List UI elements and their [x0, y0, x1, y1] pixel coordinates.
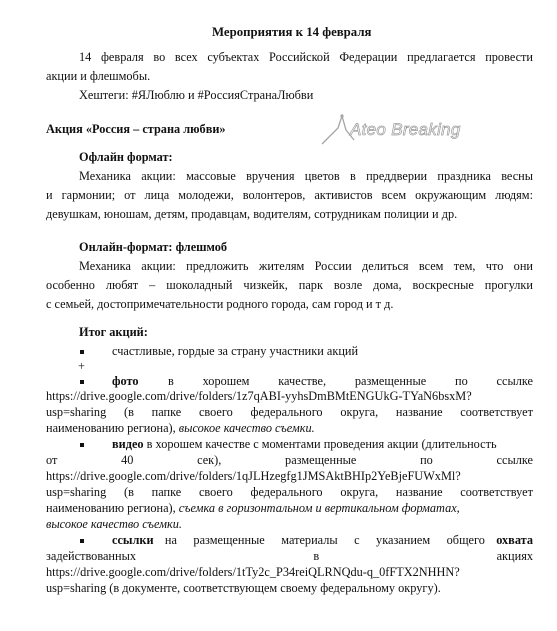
- online-line-2: особенно любят – шоколадный чизкейк, парк возле дома, воскресные прогулки: [46, 278, 533, 292]
- photo-label: фото: [112, 374, 139, 388]
- intro-line-2: акции и флешмобы.: [46, 69, 151, 83]
- online-line-1: Механика акции: предложить жителям России делиться всем тем, что они: [79, 259, 533, 273]
- links-line-1-mid: на размещенные материалы с указанием общего: [164, 533, 485, 547]
- video-line-4: usp=sharing (в папке своего федерального округа, название соответствует: [46, 485, 533, 499]
- video-line-2: от 40 сек), размещенные по ссылке: [46, 453, 533, 467]
- plus-marker: +: [78, 359, 85, 373]
- action-heading: Акция «Россия – страна любви»: [46, 122, 226, 136]
- results-heading: Итог акций:: [79, 325, 148, 339]
- offline-line-2: и гармонии; от лица молодежи, волонтеров, активистов всем окружающим людям:: [46, 188, 533, 202]
- links-line-2: задействованных в акциях: [46, 549, 533, 563]
- bullet-square: [80, 443, 84, 447]
- photo-region-note: наименованию региона),: [46, 421, 179, 435]
- video-line-6: высокое качество съемки.: [46, 517, 182, 531]
- links-line-4: usp=sharing (в документе, соответствующем своему федеральному округу).: [46, 581, 441, 595]
- reach-label: охвата: [496, 533, 533, 547]
- bullet-square: [80, 350, 84, 354]
- bullet-square: [80, 380, 84, 384]
- links-link[interactable]: https://drive.google.com/drive/folders/1tTy2c_P34reiQLRNQdu-q_0fFTX2NHHN?: [46, 565, 460, 579]
- video-label: видео: [112, 437, 144, 451]
- video-line-1-rest: в хорошем качестве с моментами проведения акции (длительность: [143, 437, 497, 451]
- photo-line-1: [112, 374, 533, 389]
- video-link[interactable]: https://drive.google.com/drive/folders/1qJLHzegfg1JMSAktBHIp2YeBjeFUWxMl?: [46, 469, 461, 483]
- video-format-note: съемка в горизонтальном и вертикальном форматах,: [178, 501, 460, 515]
- photo-line-4: [46, 421, 315, 436]
- online-line-3: с семьей, достопримечательности родного города, сам город и т д.: [46, 297, 394, 311]
- offline-heading: Офлайн формат:: [79, 150, 173, 164]
- video-line-5: [46, 501, 460, 516]
- links-line-1: [112, 533, 533, 548]
- video-region-note: наименованию региона),: [46, 501, 179, 515]
- hashtags-line: Хештеги: #ЯЛюблю и #РоссияСтранаЛюбви: [79, 88, 314, 102]
- offline-line-1: Механика акции: массовые вручения цветов в преддверии праздника весны: [79, 169, 533, 183]
- online-heading: Онлайн-формат: флешмоб: [79, 240, 228, 254]
- watermark: [318, 110, 498, 150]
- watermark-logo-icon: [318, 110, 358, 150]
- result-item-participants: счастливые, гордые за страну участники акций: [112, 344, 359, 358]
- photo-quality-note: высокое качество съемки.: [178, 421, 315, 435]
- links-label: ссылки: [112, 533, 154, 547]
- intro-line-1: 14 февраля во всех субъектах Российской Федерации предлагается провести: [79, 50, 533, 64]
- photo-line-1-rest: в хорошем качестве, размещенные по ссылке: [168, 374, 533, 388]
- offline-line-3: девушкам, юношам, детям, продавцам, водителям, сотрудникам полиции и др.: [46, 207, 458, 221]
- photo-link[interactable]: https://drive.google.com/drive/folders/1z7qABI-yyhsDmBMtENGUkG-TYaN6bsxM?: [46, 389, 472, 403]
- video-line-1: [112, 437, 497, 452]
- document-title: Мероприятия к 14 февраля: [212, 25, 372, 39]
- bullet-square: [80, 539, 84, 543]
- photo-line-3: usp=sharing (в папке своего федерального округа, название соответствует: [46, 405, 533, 419]
- watermark-text: Ateo Breaking: [350, 120, 461, 139]
